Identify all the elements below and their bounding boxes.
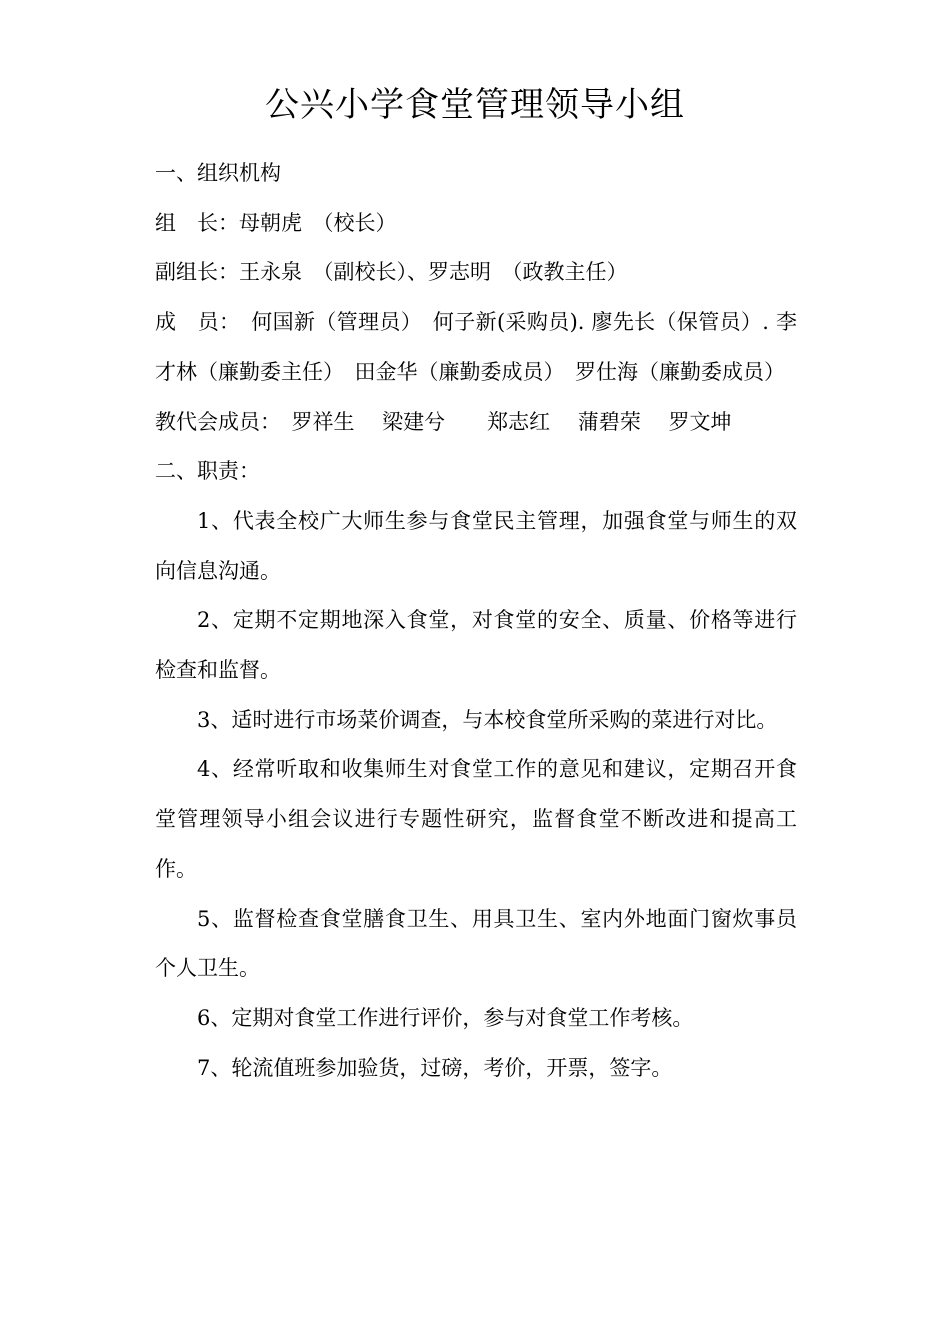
duty-item-3: 3、适时进行市场菜价调查，与本校食堂所采购的菜进行对比。	[197, 707, 778, 732]
duty-item-6: 6、定期对食堂工作进行评价，参与对食堂工作考核。	[197, 1005, 694, 1030]
leader-line: 组 长：母朝虎 （校长）	[155, 210, 397, 235]
section-heading-organization: 一、组织机构	[155, 161, 281, 185]
duty-item-7: 7、轮流值班参加验货，过磅，考价，开票，签字。	[197, 1055, 673, 1080]
duty-item-1: 1、代表全校广大师生参与食堂民主管理，加强食堂与师生的双向信息沟通。	[155, 508, 797, 583]
members-paragraph: 成 员： 何国新（管理员） 何子新(采购员). 廖先长（保管员）. 李才林（廉勤委主任） 田金华（廉勤委成员） 罗仕海（廉勤委成员）	[155, 310, 797, 384]
teacher-representatives-line: 教代会成员： 罗祥生 梁建兮 郑志红 蒲碧荣 罗文坤	[155, 409, 732, 434]
deputy-leader-line: 副组长：王永泉 （副校长）、罗志明 （政教主任）	[155, 260, 628, 285]
duty-item-4: 4、经常听取和收集师生对食堂工作的意见和建议，定期召开食堂管理领导小组会议进行专题性研究，监督食堂不断改进和提高工作。	[155, 757, 797, 881]
section-heading-duties: 二、职责：	[155, 459, 260, 484]
duty-item-5: 5、监督检查食堂膳食卫生、用具卫生、室内外地面门窗炊事员个人卫生。	[155, 906, 797, 981]
document-title: 公兴小学食堂管理领导小组	[265, 85, 685, 125]
duty-item-2: 2、定期不定期地深入食堂，对食堂的安全、质量、价格等进行检查和监督。	[155, 608, 797, 683]
document-body	[155, 149, 797, 1093]
